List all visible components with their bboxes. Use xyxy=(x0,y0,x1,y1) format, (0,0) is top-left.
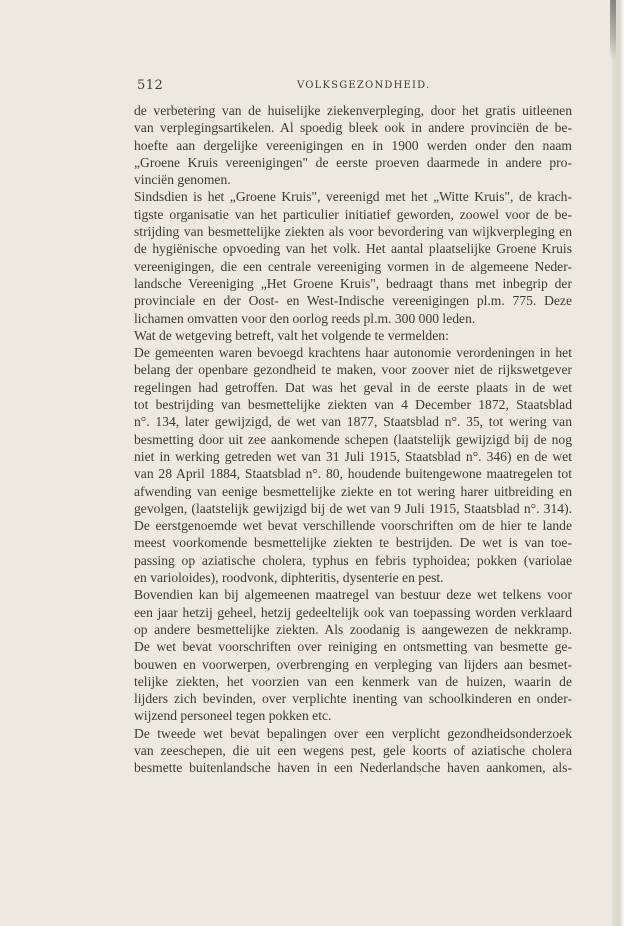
text-line: besmetting door uit zee aankomende schepen (laatstelijk gewijzigd bij de nog xyxy=(134,431,572,447)
text-line: landsche Vereeniging „Het Groene Kruis", bedraagt thans met inbegrip der xyxy=(134,275,572,291)
text-line: belang der openbare gezondheid te maken, voor zoover niet de rijkswetgever xyxy=(134,362,572,378)
text-line: meest voorkomende besmettelijke ziekten te bestrijden. De wet is van toe- xyxy=(134,535,572,551)
text-line: op andere besmettelijke ziekten. Als zoodanig is aangewezen de nekkramp. xyxy=(134,621,572,637)
text-line: wijzend personeel tegen pokken etc. xyxy=(134,708,332,724)
text-line: vinciën genomen. xyxy=(134,172,231,188)
text-line: Wat de wetgeving betreft, valt het volgende te vermelden: xyxy=(134,327,449,343)
text-line: Bovendien kan bij algemeenen maatregel van bestuur deze wet telkens voor xyxy=(134,587,572,603)
text-line: vereenigingen, die een centrale vereeniging vormen in de algemeene Neder- xyxy=(134,258,572,274)
text-line: de hygiënische opvoeding van het volk. Het aantal plaatselijke Groene Kruis xyxy=(134,241,572,257)
text-line: niet in werking getreden wet van 31 Juli 1915, Staatsblad n°. 346) en de wet xyxy=(134,448,572,464)
text-line: Sindsdien is het „Groene Kruis", vereenigd met het „Witte Kruis", de krach- xyxy=(134,189,572,205)
text-line: een jaar hetzij geheel, hetzij gedeeltelijk ook van toepassing worden verklaard xyxy=(134,604,572,620)
text-line: van 28 April 1884, Staatsblad n°. 80, houdende buitengewone maatregelen tot xyxy=(134,466,572,482)
text-line: lijders zich bevinden, over verplichte inenting van schoolkinderen en onder- xyxy=(134,691,572,707)
body-text xyxy=(134,102,572,777)
binding-shadow xyxy=(610,0,616,60)
text-line: regelingen had getroffen. Dat was het geval in de eerste plaats in de wet xyxy=(134,379,572,395)
text-line: telijke ziekten, het voorzien van een kenmerk van de huizen, waarin de xyxy=(134,673,572,689)
text-line: afwending van eenige besmettelijke ziekte en tot wering harer uitbreiding en xyxy=(134,483,572,499)
text-line: strijding van besmettelijke ziekten als voor bevordering van wijkverpleging en xyxy=(134,224,572,240)
text-line: besmette buitenlandsche haven in een Nederlandsche haven aankomen, als- xyxy=(134,760,572,776)
text-line: van verplegingsartikelen. Al spoedig bleek ook in andere provinciën de be- xyxy=(134,120,572,136)
page-number: 512 xyxy=(137,78,164,93)
text-line: „Groene Kruis vereenigingen" de eerste proeven daarmede in andere pro- xyxy=(134,154,572,170)
text-line: tigste organisatie van het particulier initiatief geworden, zoowel voor de be- xyxy=(134,206,572,222)
running-title: VOLKSGEZONDHEID. xyxy=(297,80,431,91)
text-line: hoefte aan dergelijke vereenigingen en in 1900 werden onder den naam xyxy=(134,137,572,153)
text-line: provinciale en der Oost- en West-Indische vereenigingen pl.m. 775. Deze xyxy=(134,293,572,309)
text-line: bouwen en voorwerpen, overbrenging en verpleging van lijders aan besmet- xyxy=(134,656,572,672)
text-line: gevolgen, (laatstelijk gewijzigd bij de wet van 9 Juli 1915, Staatsblad n°. 314). xyxy=(134,500,572,516)
text-line: de verbetering van de huiselijke ziekenverpleging, door het gratis uitleenen xyxy=(134,103,572,118)
text-line: tot bestrijding van besmettelijke ziekten van 4 December 1872, Staatsblad xyxy=(134,397,572,413)
page-header xyxy=(137,78,577,98)
page-edge xyxy=(612,0,630,926)
text-line: De tweede wet bevat bepalingen over een verplicht gezondheidsonderzoek xyxy=(134,725,572,741)
text-line: en varioloides), roodvonk, diphteritis, dysenterie en pest. xyxy=(134,570,444,586)
text-line: De eerstgenoemde wet bevat verschillende voorschriften om de hier te lande xyxy=(134,518,572,534)
text-line: De gemeenten waren bevoegd krachtens haar autonomie verordeningen in het xyxy=(134,345,572,361)
text-line: van zeeschepen, die uit een wegens pest, gele koorts of aziatische cholera xyxy=(134,742,572,758)
text-line: De wet bevat voorschriften over reiniging en ontsmetting van besmette ge- xyxy=(134,639,572,655)
text-line: n°. 134, later gewijzigd, de wet van 1877, Staatsblad n°. 35, tot wering van xyxy=(134,414,572,430)
text-line: lichamen omvatten voor den oorlog reeds pl.m. 300 000 leden. xyxy=(134,310,476,326)
text-line: passing op aziatische cholera, typhus en febris typhoidea; pokken (variolae xyxy=(134,552,572,568)
